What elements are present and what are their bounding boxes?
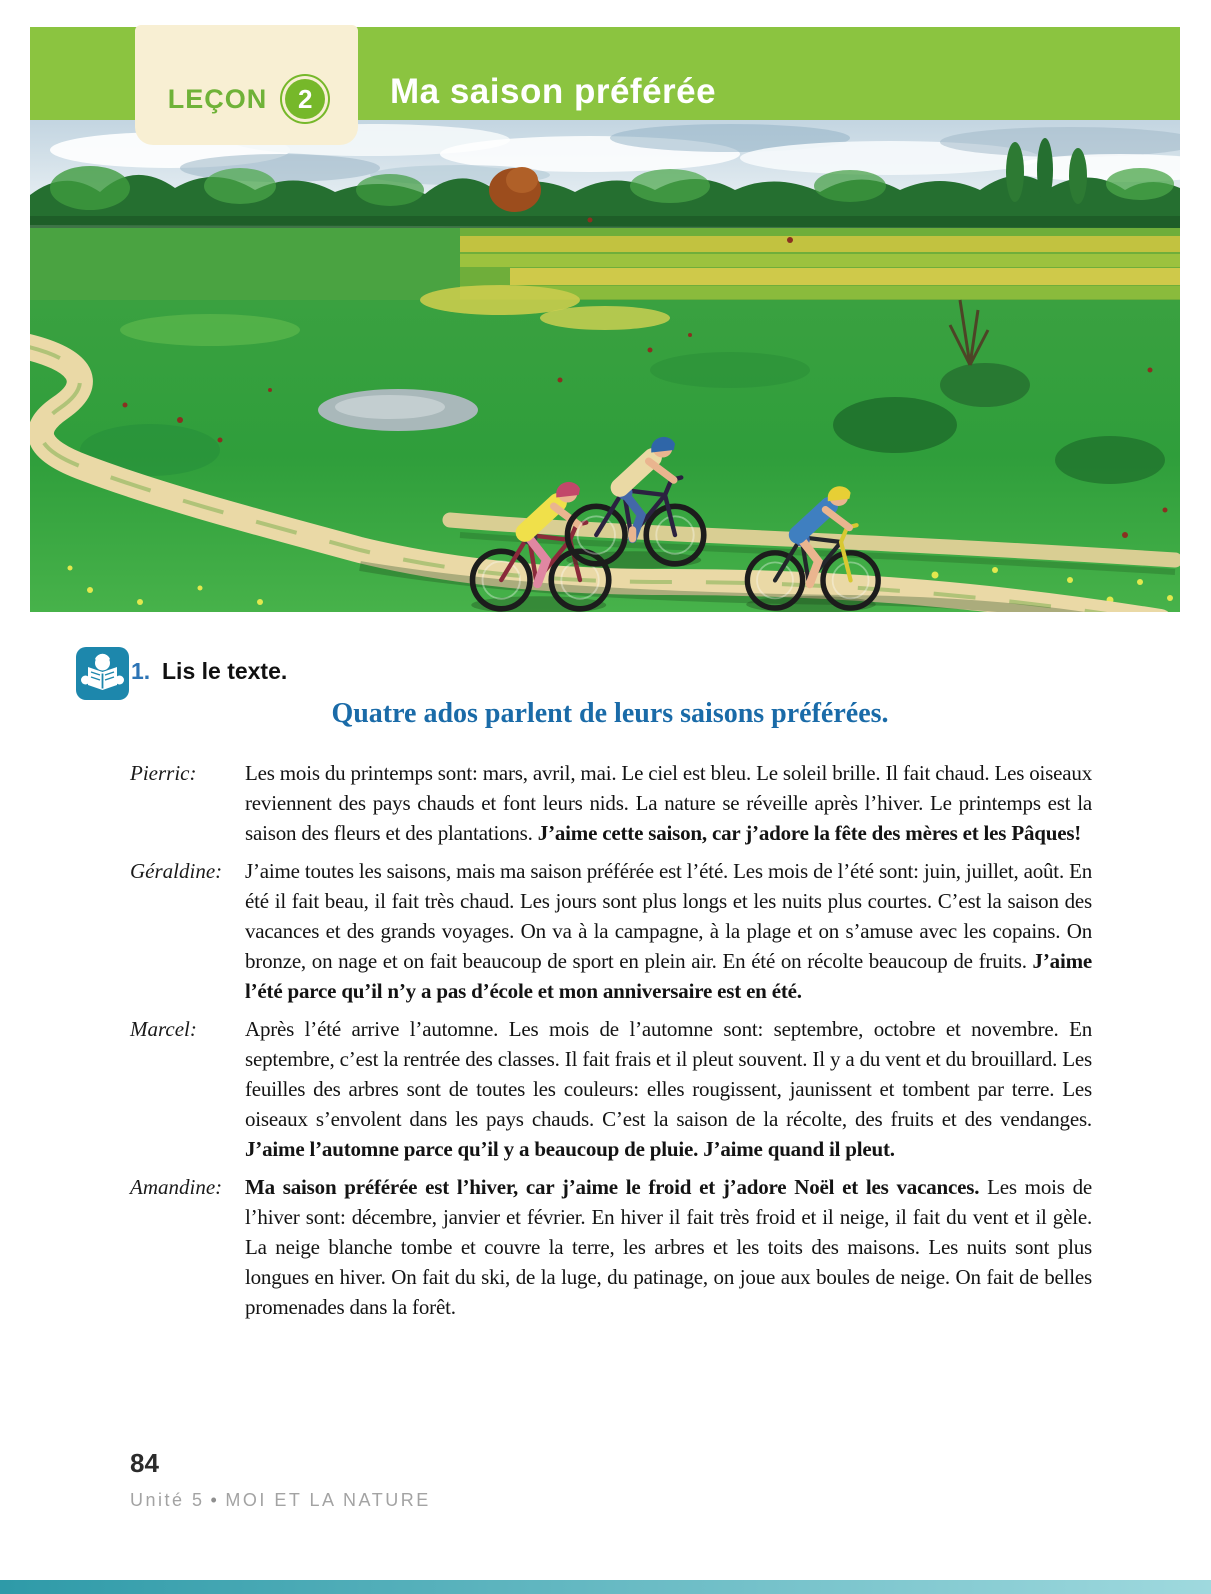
bottom-decoration-strip [0, 1580, 1211, 1594]
photo-scene [30, 120, 1180, 612]
paragraph-text: Après l’été arrive l’automne. Les mois de l’automne sont: septembre, octobre et novembre. En septembre, c’est la rentrée des classes. Il fait frais et il pleut souvent. Il y a du vent et du brouillard. Les feuilles des arbres sont de toutes les couleurs: elles rougissent, jaunissent et tombent par terre. Les oiseaux s’envolent dans les pays chauds. C’est la saison de la récolte, des fruits et des vendanges. J’aime l’automne parce qu’il y a beaucoup de pluie. J’aime quand il pleut. [245, 1017, 1092, 1161]
page-number: 84 [130, 1448, 159, 1478]
footer-separator: • [210, 1490, 220, 1510]
paragraph-text: Ma saison préférée est l’hiver, car j’aime le froid et j’adore Noël et les vacances. Les mois de l’hiver sont: décembre, janvier et février. En hiver il fait très froid et il neige, il fait du vent et il gèle. La neige blanche tombe et couvre la terre, les arbres et les toits des maisons. Les nuits sont plus longues en hiver. On fait du ski, de la luge, du patinage, on joue aux boules de neige. On fait de belles promenades dans la forêt. [245, 1175, 1092, 1319]
paragraph-text: J’aime toutes les saisons, mais ma saison préférée est l’été. Les mois de l’été sont: juin, juillet, août. En été il fait beau, il fait très chaud. Les jours sont plus longs et les nuits plus courtes. C’est la saison des vacances et des grands voyages. On va à la campagne, à la plage et on s’amuse avec les copains. On bronze, on nage et on fait beaucoup de sport en plein air. En été on récolte beaucoup de fruits. J’aime l’été parce qu’il n’y a pas d’école et mon anniversaire est en été. [245, 859, 1092, 1003]
reading-person-icon [76, 647, 129, 700]
lesson-tab [135, 25, 358, 145]
paragraph-text: Les mois du printemps sont: mars, avril, mai. Le ciel est bleu. Le soleil brille. Il fait chaud. Les oiseaux reviennent des pays chauds et font leurs nids. La nature se réveille après l’hiver. Le printemps est la saison des fleurs et des plantations. J’aime cette saison, car j’adore la fête des mères et les Pâques! [245, 761, 1092, 845]
dialogue [130, 758, 1092, 1330]
dialogue-paragraph [130, 758, 1092, 848]
pond [318, 389, 478, 431]
landscape-photo [30, 120, 1180, 612]
dialogue-paragraph [130, 1014, 1092, 1164]
activity-number: 1. [131, 658, 151, 684]
speaker-name: Géraldine: [130, 859, 223, 883]
lesson-label: LEÇON [167, 83, 268, 114]
page-title: Ma saison préférée [390, 72, 717, 111]
activity-row [76, 645, 976, 705]
unit-label: Unité 5 [130, 1490, 205, 1510]
speaker-name: Amandine: [130, 1175, 223, 1199]
dialogue-paragraph [130, 856, 1092, 1006]
field-bands [30, 228, 1180, 308]
chapter-title: MOI ET LA NATURE [225, 1490, 431, 1510]
speaker-name: Marcel: [130, 1017, 197, 1041]
dialogue-paragraph [130, 1172, 1092, 1322]
passage-title: Quatre ados parlent de leurs saisons préférées. [331, 698, 889, 729]
lesson-number-badge: 2 [285, 79, 325, 119]
unit-footer [130, 1490, 431, 1511]
activity-instruction: Lis le texte. [162, 658, 288, 684]
speaker-name: Pierric: [130, 761, 197, 785]
